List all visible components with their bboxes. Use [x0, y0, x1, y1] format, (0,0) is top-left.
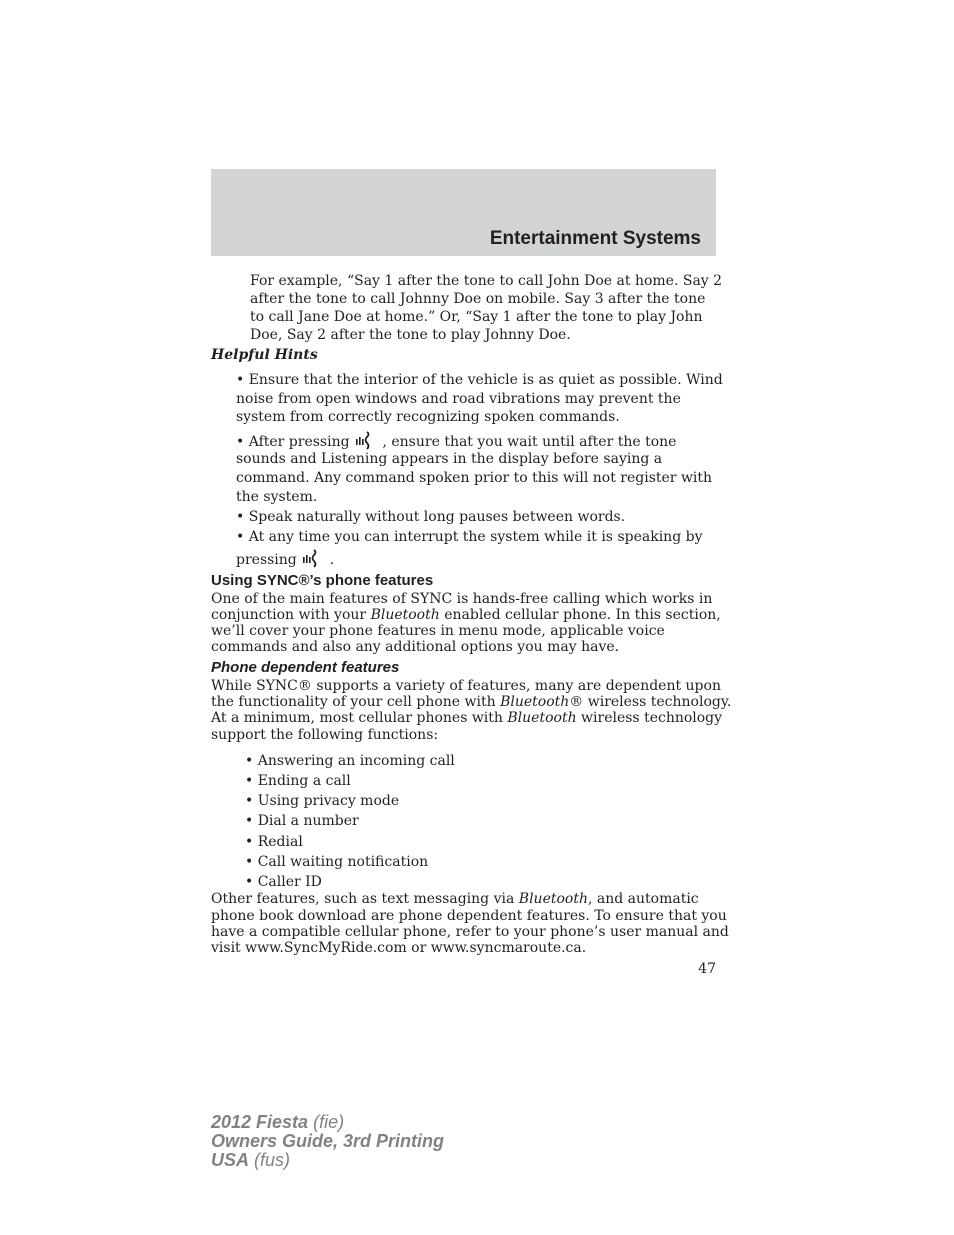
footer-guide: Owners Guide, 3rd Printing: [211, 1131, 445, 1151]
bluetooth-term: Bluetooth: [507, 710, 577, 726]
list-item: • Call waiting notification: [245, 854, 429, 870]
phone-features-line-3: we’ll cover your phone features in menu mode, applicable voice: [211, 623, 665, 639]
text-run: the functionality of your cell phone with: [211, 694, 501, 710]
helpful-hints-heading: Helpful Hints: [211, 347, 318, 363]
hint-4-line-2: [236, 548, 334, 569]
list-item: • Using privacy mode: [245, 793, 400, 809]
footer-model: [211, 1113, 344, 1132]
example-line-3: to call Jane Doe at home.” Or, “Say 1 after the tone to play John: [250, 309, 703, 325]
hint-2-start: • After pressing: [236, 434, 350, 450]
phone-dependent-line-4: support the following functions:: [211, 727, 439, 743]
footer-market-code: (fus): [249, 1150, 291, 1170]
example-line-1: For example, “Say 1 after the tone to call John Doe at home. Say 2: [250, 273, 723, 289]
example-line-4: Doe, Say 2 after the tone to play Johnny Doe.: [250, 327, 571, 343]
closing-line-4: visit www.SyncMyRide.com or www.syncmaroute.ca.: [211, 940, 587, 956]
list-item: • Answering an incoming call: [245, 753, 455, 769]
phone-features-line-2: [211, 607, 721, 623]
closing-line-2: phone book download are phone dependent features. To ensure that you: [211, 908, 727, 924]
bluetooth-term: Bluetooth: [370, 607, 440, 623]
footer-market: [211, 1151, 290, 1170]
phone-features-line-1: One of the main features of SYNC is hands-free calling which works in: [211, 591, 713, 607]
hint-1-line-2: noise from open windows and road vibrations may prevent the: [236, 391, 681, 407]
hint-2-line-3: command. Any command spoken prior to this will not register with: [236, 470, 713, 486]
section-title: Entertainment Systems: [489, 228, 701, 249]
hint-3: • Speak naturally without long pauses between words.: [236, 509, 626, 525]
hint-4-start: pressing: [236, 552, 297, 568]
example-line-2: after the tone to call Johnny Doe on mobile. Say 3 after the tone: [250, 291, 706, 307]
list-item: • Dial a number: [245, 813, 359, 829]
text-run: , and automatic: [587, 891, 699, 907]
closing-line-1: [211, 891, 699, 907]
hint-2-line-1: [236, 430, 676, 451]
text-run: Other features, such as text messaging via: [211, 891, 519, 907]
text-run: ® wireless technology.: [569, 694, 732, 710]
text-run: enabled cellular phone. In this section,: [439, 607, 721, 623]
section-header-band: [211, 169, 716, 256]
phone-dependent-line-1: While SYNC® supports a variety of features, many are dependent upon: [211, 678, 721, 694]
footer-market-name: USA: [211, 1150, 250, 1170]
list-item: • Caller ID: [245, 874, 322, 890]
text-run: At a minimum, most cellular phones with: [211, 710, 508, 726]
hint-2-after-icon: , ensure that you wait until after the tone: [382, 434, 677, 450]
phone-dependent-heading: Phone dependent features: [211, 659, 400, 676]
bluetooth-term: Bluetooth: [500, 694, 570, 710]
hint-4-end: .: [329, 552, 335, 568]
hint-1-line-1: • Ensure that the interior of the vehicle is as quiet as possible. Wind: [236, 372, 723, 388]
footer-model-code: (fie): [308, 1112, 345, 1132]
text-run: conjunction with your: [211, 607, 371, 623]
phone-dependent-line-3: [211, 710, 722, 726]
closing-line-3: have a compatible cellular phone, refer to your phone’s user manual and: [211, 924, 729, 940]
list-item: • Redial: [245, 834, 303, 850]
page-number: 47: [698, 961, 716, 977]
footer-model-name: 2012 Fiesta: [211, 1112, 309, 1132]
list-item: • Ending a call: [245, 773, 351, 789]
text-run: wireless technology: [576, 710, 723, 726]
phone-features-line-4: commands and also any additional options you may have.: [211, 639, 620, 655]
phone-dependent-line-2: [211, 694, 731, 710]
hint-1-line-3: system from correctly recognizing spoken commands.: [236, 409, 620, 425]
phone-features-heading: Using SYNC®’s phone features: [211, 572, 434, 589]
hint-2-line-4: the system.: [236, 489, 318, 505]
hint-2-line-2: sounds and Listening appears in the display before saying a: [236, 451, 663, 467]
voice-button-icon: [301, 548, 325, 568]
voice-button-icon: [354, 430, 378, 450]
bluetooth-term: Bluetooth: [518, 891, 588, 907]
hint-4-line-1: • At any time you can interrupt the system while it is speaking by: [236, 529, 703, 545]
